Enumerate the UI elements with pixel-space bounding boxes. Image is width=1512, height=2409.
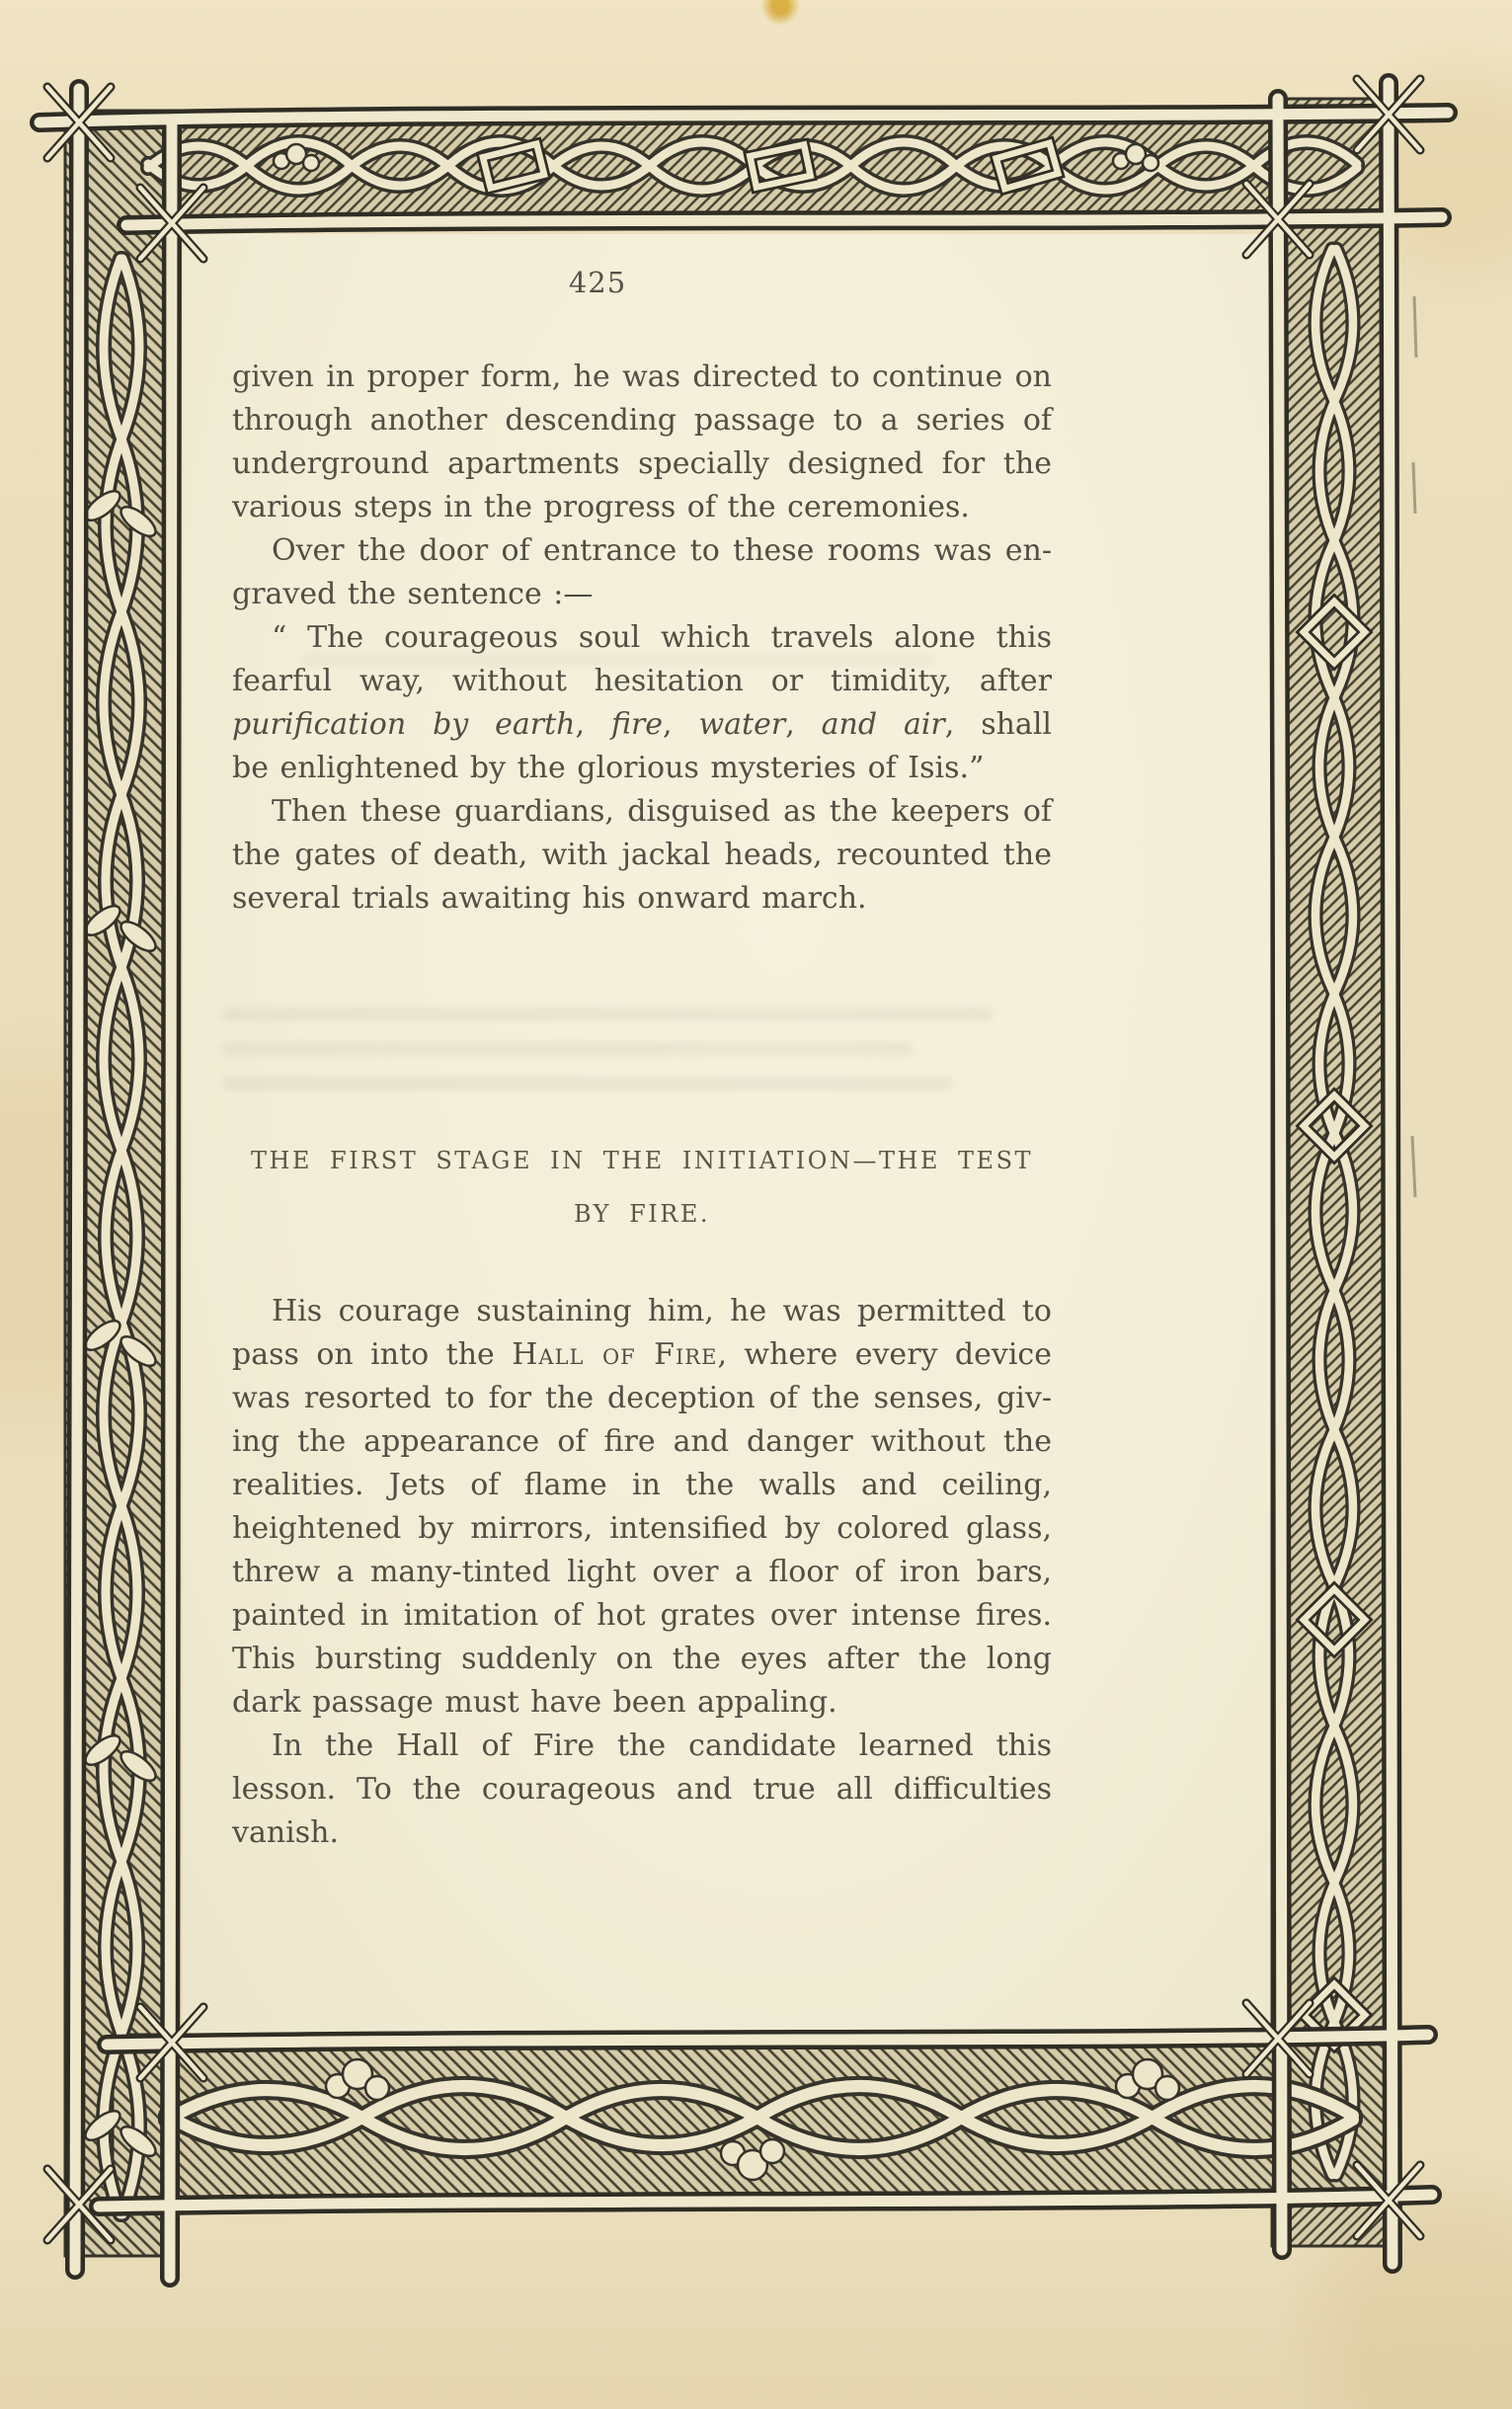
text-column — [232, 265, 1052, 1855]
section-heading — [232, 1144, 1052, 1231]
text-line: “ The courageous soul which travels alone this — [272, 620, 1052, 655]
text-line: the gates of death, with jackal heads, recounted the — [232, 838, 1052, 872]
text-line: painted in imitation of hot grates over intense fires. — [232, 1598, 1052, 1633]
vine-interlace-left — [81, 259, 160, 2214]
text-line: Then these guardians, disguised as the keepers of — [272, 794, 1052, 829]
text-line: purification by earth, fire, water, and air, shall — [232, 707, 1053, 742]
interlace-knot — [483, 144, 544, 189]
interlace-knot — [996, 143, 1059, 189]
page-number: 425 — [568, 266, 627, 299]
text-line: His courage sustaining him, he was permitted to — [272, 1294, 1052, 1328]
diamond-knot — [1304, 602, 1365, 663]
text-line: realities. Jets of flame in the walls and ceiling, — [232, 1468, 1052, 1502]
paragraph — [232, 1290, 1052, 1725]
vine-interlace-top — [148, 142, 1357, 190]
paragraph — [232, 790, 1052, 921]
text-line: underground apartments specially designed for the — [232, 446, 1052, 481]
text-line: graved the sentence :— — [232, 577, 594, 611]
text-line: fearful way, without hesitation or timidity, after — [232, 664, 1052, 698]
text-line: given in proper form, he was directed to continue on — [232, 360, 1052, 394]
paragraph — [232, 616, 1052, 790]
paragraph — [232, 356, 1052, 529]
body-text — [232, 356, 1052, 1855]
text-line: various steps in the progress of the ceremonies. — [232, 490, 970, 524]
text-line: through another descending passage to a series of — [232, 403, 1052, 438]
vine-interlace-bottom — [168, 2059, 1353, 2180]
diamond-knot — [1304, 1589, 1365, 1650]
paragraph — [232, 529, 1052, 616]
diamond-knot — [1304, 1984, 1365, 2046]
text-line: heightened by mirrors, intensified by colored glass, — [232, 1511, 1052, 1546]
text-line: several trials awaiting his onward march. — [232, 881, 867, 916]
text-line: lesson. To the courageous and true all difficulties — [232, 1772, 1052, 1807]
heading-line: THE FIRST STAGE IN THE INITIATION—THE TEST — [250, 1147, 1034, 1174]
text-line: This bursting suddenly on the eyes after the long — [232, 1642, 1052, 1676]
text-line: be enlightened by the glorious mysteries of Isis.” — [232, 751, 985, 785]
diamond-knot — [1304, 1095, 1365, 1157]
page-paper — [183, 234, 1272, 2037]
leaf-cluster — [274, 144, 1158, 171]
interlace-knot — [750, 145, 810, 188]
text-line: was resorted to for the deception of the senses, giv- — [232, 1381, 1052, 1415]
text-line: ing the appearance of fire and danger without the — [232, 1424, 1052, 1459]
leaf-cluster — [326, 2059, 1179, 2180]
paragraph — [232, 1725, 1052, 1855]
leaf-flourish — [81, 486, 160, 2161]
text-line: threw a many-tinted light over a floor of iron bars, — [232, 1555, 1052, 1589]
vine-interlace-right — [1304, 249, 1365, 2175]
text-line: dark passage must have been appaling. — [232, 1685, 837, 1720]
text-line: vanish. — [232, 1815, 340, 1850]
text-line: pass on into the Hall of Fire, where every device — [232, 1337, 1052, 1372]
heading-line: BY FIRE. — [573, 1200, 711, 1228]
text-line: Over the door of entrance to these rooms was en- — [272, 533, 1052, 568]
text-line: In the Hall of Fire the candidate learned this — [272, 1728, 1052, 1763]
ink-marks — [1412, 296, 1416, 1197]
